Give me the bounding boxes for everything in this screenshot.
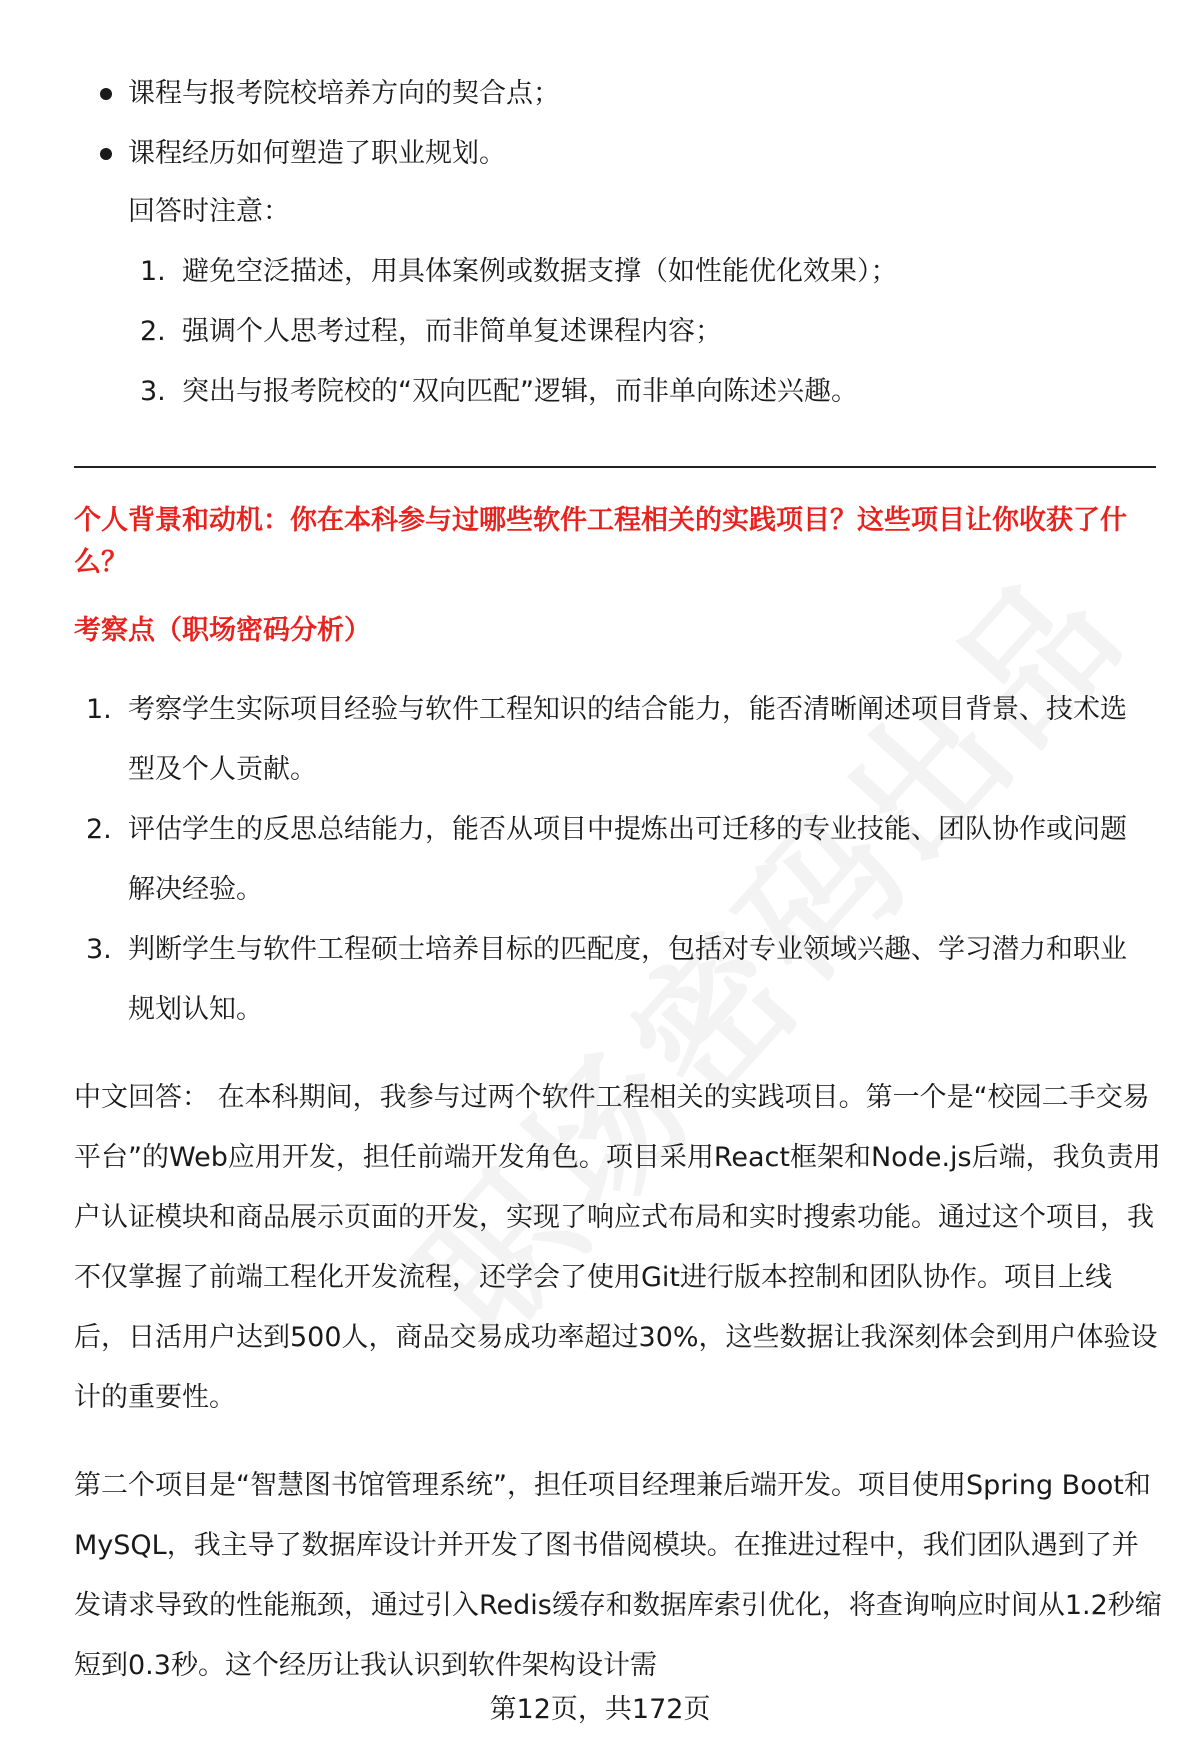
focus-text: 判断学生与软件工程硕士培养目标的匹配度，包括对专业领域兴趣、学习潜力和职业规划认知。 [128,934,1127,1025]
focus-text: 评估学生的反思总结能力，能否从项目中提炼出可迁移的专业技能、团队协作或问题解决经验。 [128,814,1127,905]
bullet-item: 课程与报考院校培养方向的契合点； [100,64,560,124]
question-heading: 个人背景和动机：你在本科参与过哪些软件工程相关的实践项目？这些项目让你收获了什么？ [74,505,1127,578]
note-item [140,302,898,362]
bullet-list [100,64,560,184]
section-divider [74,466,1156,468]
note-text: 突出与报考院校的“双向匹配”逻辑，而非单向陈述兴趣。 [182,376,858,407]
answer-paragraph: 中文回答： 在本科期间，我参与过两个软件工程相关的实践项目。第一个是“校园二手交易平台”的Web应用开发，担任前端开发角色。项目采用React框架和Node.js后端，我负责用户认证模块和商品展示页面的开发，实现了响应式布局和实时搜索功能。通过这个项目，我不仅掌握了前端工程化开发流程，还学会了使用Git进行版本控制和团队协作。项目上线后，日活用户达到500人，商品交易成功率超过30%，这些数据让我深刻体会到用户体验设计的重要性。 [74,1082,1161,1413]
note-number: 1. [140,256,166,287]
focus-list [86,680,1146,1040]
note-text: 避免空泛描述，用具体案例或数据支撑（如性能优化效果）； [182,256,898,287]
focus-number: 1. [86,694,112,725]
note-item [140,362,898,422]
focus-heading: 考察点（职场密码分析） [74,615,371,646]
focus-text: 考察学生实际项目经验与软件工程知识的结合能力，能否清晰阐述项目背景、技术选型及个人贡献。 [128,694,1127,785]
note-item [140,242,898,302]
answer-paragraph: 第二个项目是“智慧图书馆管理系统”，担任项目经理兼后端开发。项目使用Spring Boot和MySQL，我主导了数据库设计并开发了图书借阅模块。在推进过程中，我们团队遇到了并发请求导致的性能瓶颈，通过引入Redis缓存和数据库索引优化，将查询响应时间从1.2秒缩短到0.3秒。这个经历让我认识到软件架构设计需 [74,1470,1162,1681]
page-footer: 第12页，共172页 [0,1692,1200,1728]
note-label: 回答时注意： [128,196,290,227]
focus-item [86,920,1146,1040]
note-number: 3. [140,376,166,407]
focus-number: 2. [86,814,112,845]
focus-item [86,680,1146,800]
notes-list [140,242,898,422]
note-text: 强调个人思考过程，而非简单复述课程内容； [182,316,722,347]
bullet-item: 课程经历如何塑造了职业规划。 [100,124,560,184]
note-number: 2. [140,316,166,347]
focus-number: 3. [86,934,112,965]
focus-item [86,800,1146,920]
